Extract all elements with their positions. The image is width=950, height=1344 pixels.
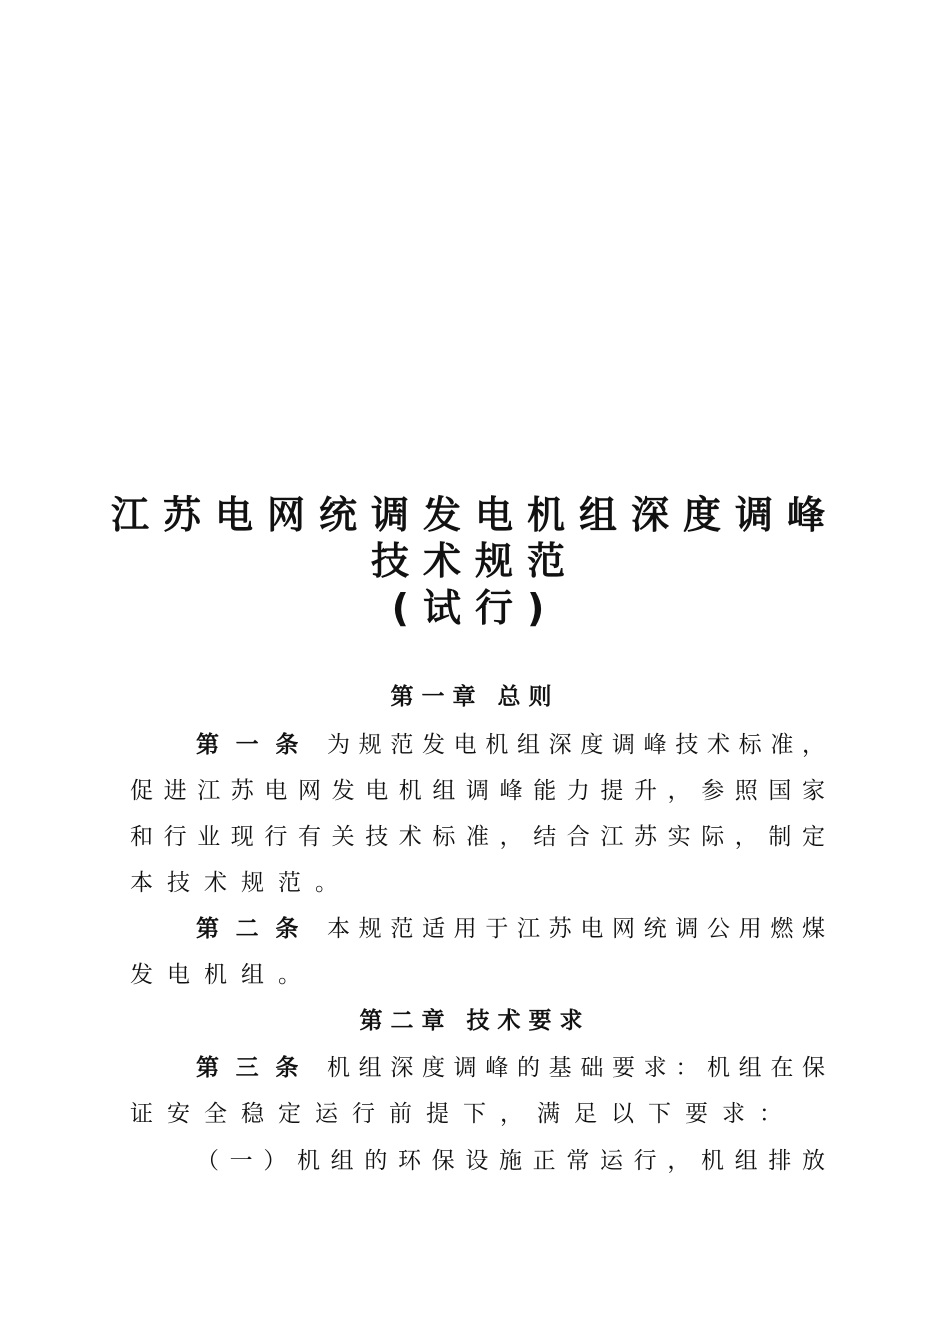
article-1-line-4: 本技术规范。	[130, 870, 352, 896]
article-1-line-1	[196, 730, 825, 760]
document-title-line-2: 技术规范	[370, 539, 579, 583]
chapter-1-number: 第一章	[390, 684, 484, 710]
document-title-trial-note: (试行)	[391, 586, 559, 630]
article-2-line-1	[196, 914, 825, 944]
chapter-2-name: 技术要求	[466, 1008, 591, 1034]
item-1-line: （一）机组的环保设施正常运行，机组排放	[196, 1148, 825, 1174]
article-1-line-3: 和行业现行有关技术标准，结合江苏实际，制定	[130, 824, 825, 850]
article-3-line-1	[196, 1053, 825, 1083]
article-2-label: 第二条	[196, 916, 315, 942]
article-2-line-2: 发电机组。	[130, 962, 315, 988]
article-1-line-2: 促进江苏电网发电机组调峰能力提升，参照国家	[130, 778, 825, 804]
article-2-text-1: 本规范适用于江苏电网统调公用燃煤	[327, 916, 826, 942]
chapter-2-heading	[0, 1006, 950, 1036]
chapter-2-number: 第二章	[359, 1008, 453, 1034]
article-1-label: 第一条	[196, 732, 315, 758]
document-title-line-1: 江苏电网统调发电机组深度调峰	[110, 493, 839, 537]
article-3-label: 第三条	[196, 1055, 315, 1081]
article-1-text-1: 为规范发电机组深度调峰技术标准，	[327, 732, 826, 758]
article-3-line-2: 证安全稳定运行前提下，满足以下要求：	[130, 1101, 796, 1127]
chapter-1-name: 总则	[497, 684, 560, 710]
article-3-text-1: 机组深度调峰的基础要求：机组在保	[327, 1055, 826, 1081]
chapter-1-heading	[0, 682, 950, 712]
